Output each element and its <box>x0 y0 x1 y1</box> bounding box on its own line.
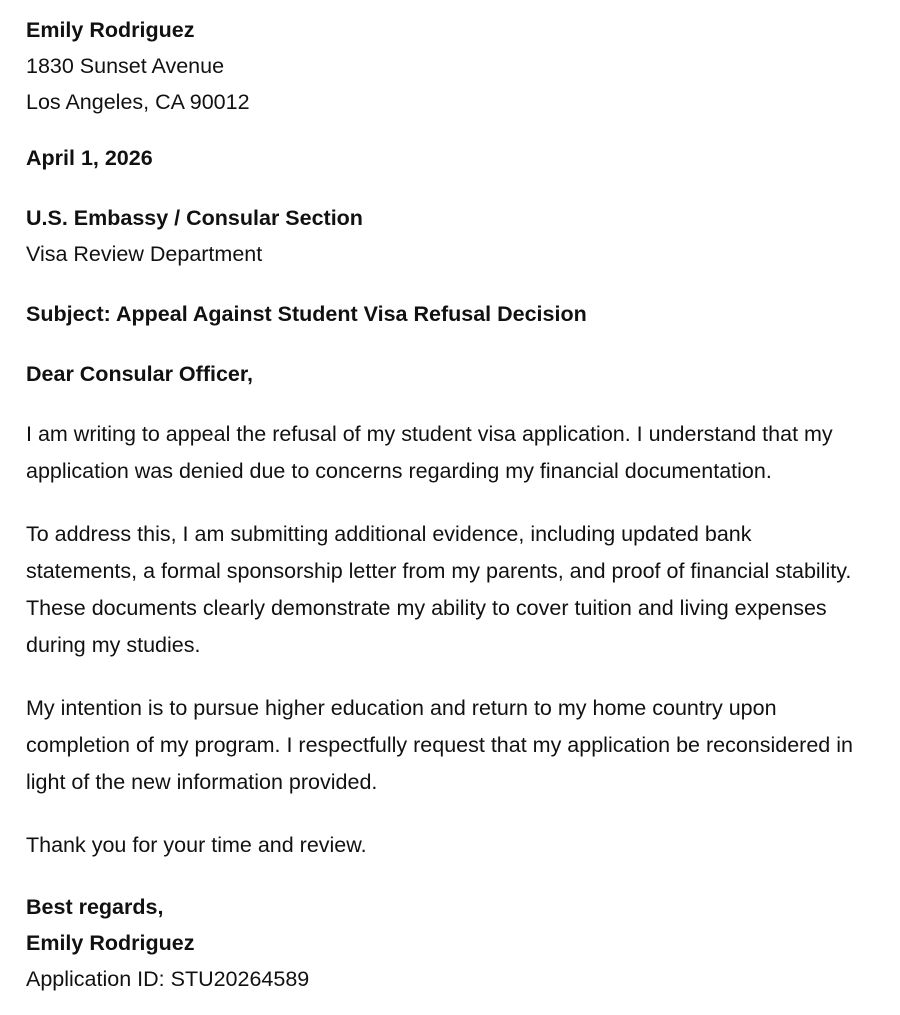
subject-line: Subject: Appeal Against Student Visa Refusal Decision <box>26 302 587 326</box>
sender-street: 1830 Sunset Avenue <box>26 54 225 78</box>
body-paragraph-3: My intention is to pursue higher education and return to my home country upon completion of my program. I respectfully request that my application be reconsidered in light of the new information provided. <box>26 696 853 794</box>
signature-block <box>26 889 874 997</box>
letter-date: April 1, 2026 <box>26 146 153 170</box>
closing-thanks: Thank you for your time and review. <box>26 833 367 857</box>
closing-thanks-block <box>26 827 874 863</box>
recipient-address-block <box>26 200 874 272</box>
sender-address-block <box>26 12 874 120</box>
salutation-block <box>26 356 874 392</box>
recipient-department: Visa Review Department <box>26 242 263 266</box>
application-id: Application ID: STU20264589 <box>26 967 310 991</box>
sender-name: Emily Rodriguez <box>26 18 195 42</box>
body-paragraph-2: To address this, I am submitting additional evidence, including updated bank statements, a formal sponsorship letter from my parents, and proof of financial stability. These documents clearly demonstrate my ability to cover tuition and living expenses during my studies. <box>26 522 852 657</box>
letter-date-block <box>26 140 874 176</box>
body-paragraph-1: I am writing to appeal the refusal of my student visa application. I understand that my application was denied due to concerns regarding my financial documentation. <box>26 422 833 483</box>
recipient-organization: U.S. Embassy / Consular Section <box>26 206 363 230</box>
subject-block <box>26 296 874 332</box>
salutation: Dear Consular Officer, <box>26 362 254 386</box>
valediction: Best regards, <box>26 895 164 919</box>
sender-city-state-zip: Los Angeles, CA 90012 <box>26 90 250 114</box>
signature-name: Emily Rodriguez <box>26 931 195 955</box>
